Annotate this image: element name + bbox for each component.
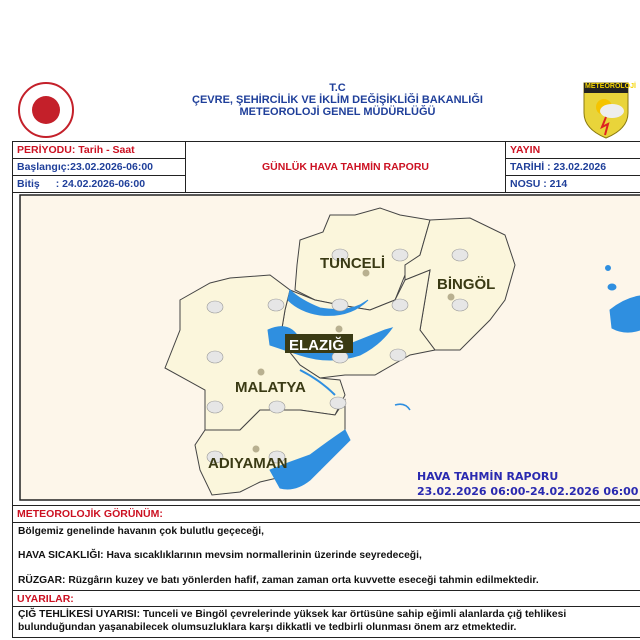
cloudy-icon — [207, 401, 223, 413]
report-title: GÜNLÜK HAVA TAHMİN RAPORU — [185, 141, 506, 193]
label-elazig: ELAZIĞ — [289, 337, 344, 354]
wind-text: RÜZGAR: Rüzgârın kuzey ve batı yönlerden hafif, zaman zaman orta kuvvette eseceği tahmin edilmektedir. — [18, 575, 539, 586]
map-caption-title: HAVA TAHMİN RAPORU — [417, 470, 559, 483]
start-datetime: Başlangıç:23.02.2026-06:00 — [12, 158, 186, 176]
header-directorate: METEOROLOJİ GENEL MÜDÜRLÜĞÜ — [239, 106, 436, 118]
label-bingol: BİNGÖL — [437, 276, 496, 293]
end-value: : 24.02.2026-06:00 — [55, 178, 146, 190]
publish-date: TARİHİ : 23.02.2026 — [505, 158, 640, 176]
end-label: Bitiş — [17, 178, 40, 190]
outlook-text: Bölgemiz genelinde havanın çok bulutlu geçeceği, — [18, 526, 265, 537]
map-caption-period: 23.02.2026 06:00-24.02.2026 06:00 — [417, 485, 639, 498]
cloudy-icon — [452, 249, 468, 261]
label-malatya: MALATYA — [235, 379, 306, 396]
cloudy-icon — [392, 299, 408, 311]
outlook-title: METEOROLOJİK GÖRÜNÜM: — [12, 505, 640, 523]
label-tunceli: TUNCELİ — [320, 255, 385, 272]
cloudy-icon — [392, 249, 408, 261]
cloudy-icon — [330, 397, 346, 409]
cloudy-icon — [207, 351, 223, 363]
header-ministry: ÇEVRE, ŞEHİRCİLİK VE İKLİM DEĞİŞİKLİĞİ BAKANLIĞI — [192, 94, 483, 106]
warnings-title: UYARILAR: — [12, 590, 640, 607]
cloudy-icon — [390, 349, 406, 361]
period-label: PERİYODU: Tarih - Saat — [12, 141, 186, 159]
cloudy-icon — [452, 299, 468, 311]
cloudy-icon — [269, 401, 285, 413]
logo-text: METEOROLOJİ — [585, 83, 636, 90]
cloudy-icon — [332, 299, 348, 311]
label-adiyaman: ADIYAMAN — [208, 455, 288, 472]
cloudy-icon — [207, 301, 223, 313]
cloudy-icon — [268, 299, 284, 311]
header-line-tc: T.C — [329, 82, 346, 94]
warning-line-1: ÇIĞ TEHLİKESİ UYARISI: Tunceli ve Bingöl çevrelerinde yüksek kar örtüsüne sahip eğimli alanlarda çığ tehlikesi — [18, 609, 567, 620]
temperature-text: HAVA SICAKLIĞI: Hava sıcaklıklarının mevsim normallerinin üzerinde seyredeceği, — [18, 550, 422, 561]
yayin-label: YAYIN — [505, 141, 640, 159]
warning-line-2: bulunduğundan yaşanabilecek olumsuzluklara karşı dikkatli ve tedbirli olunması önem arz etmektedir. — [18, 622, 517, 633]
report-number: NOSU : 214 — [505, 175, 640, 193]
